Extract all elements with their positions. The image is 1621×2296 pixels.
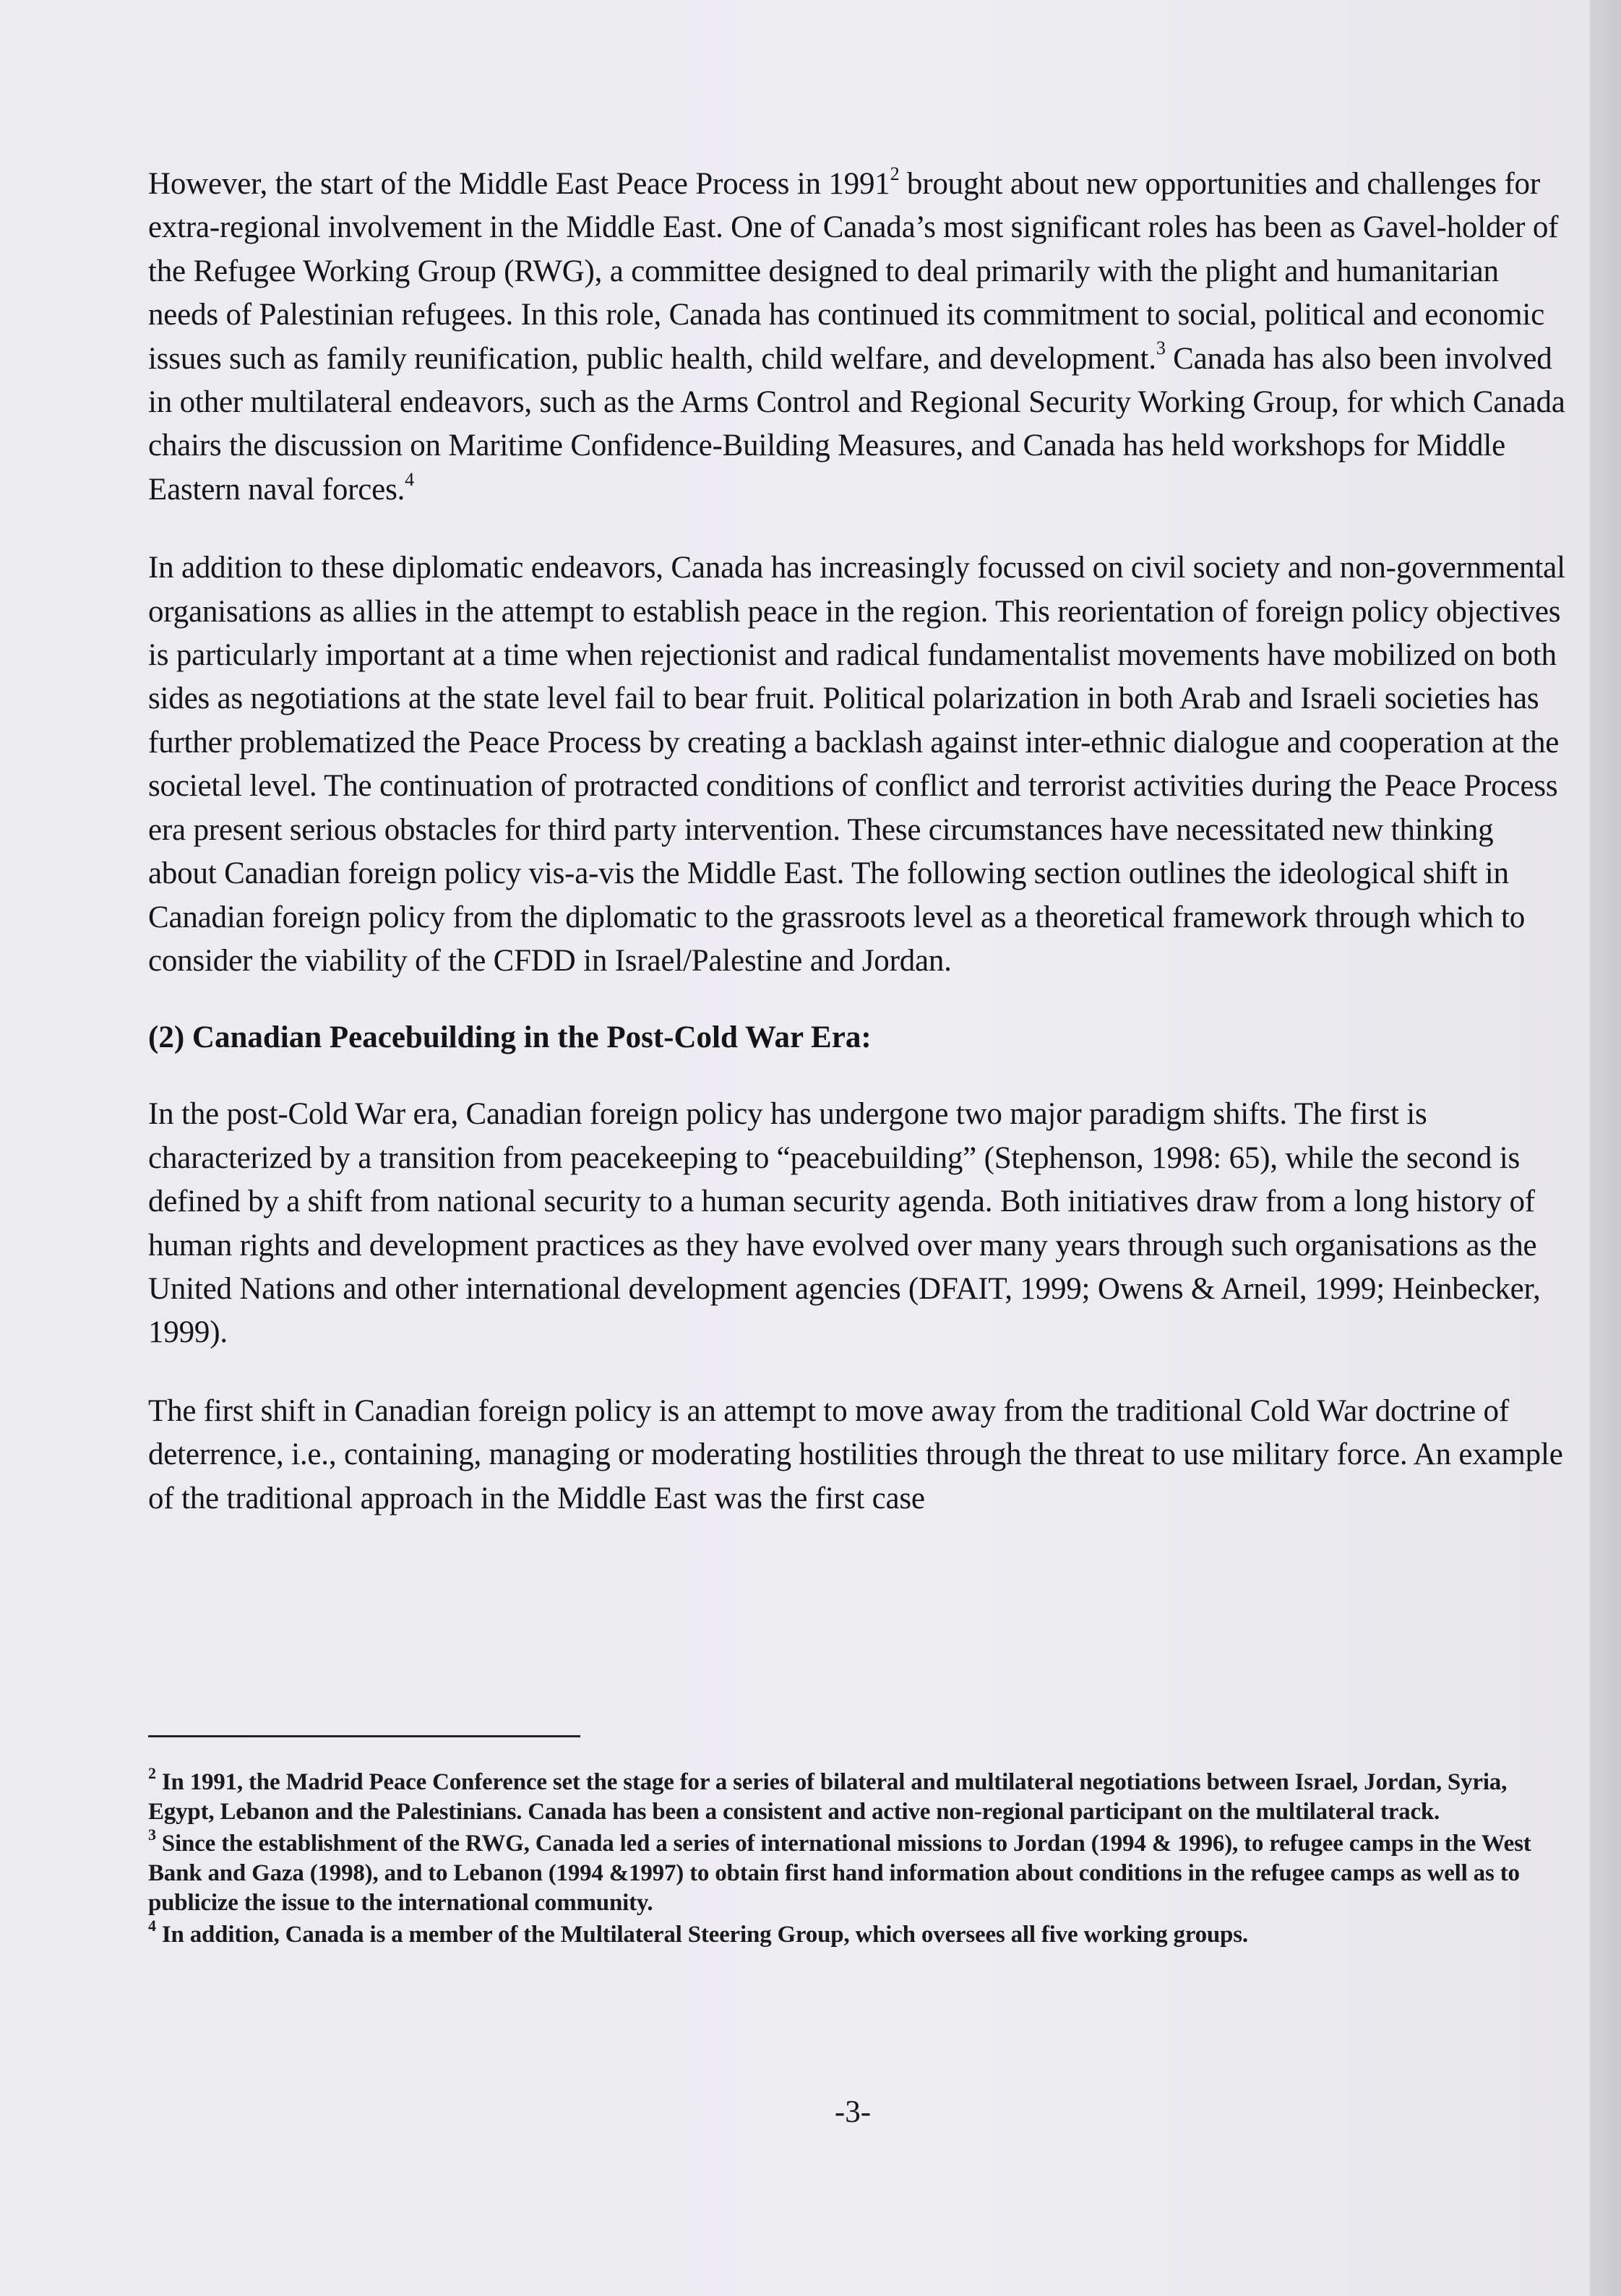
body-text (148, 163, 1568, 1521)
paragraph-4: The first shift in Canadian foreign policy is an attempt to move away from the traditional Cold War doctrine of deterrence, i.e., containing, managing or moderating hostilities through the threat to use military force. An example of the traditional approach in the Middle East was the first case (148, 1393, 1563, 1515)
footnote-3 (148, 1826, 1568, 1918)
footnote-ref-3: 3 (1156, 337, 1166, 359)
section-heading: (2) Canadian Peacebuilding in the Post-Cold War Era: (148, 1020, 872, 1055)
page-number: -3- (834, 2095, 872, 2129)
page-edge (1590, 0, 1621, 2296)
footnote-text: In 1991, the Madrid Peace Conference set the stage for a series of bilateral and multilateral negotiations between Israel, Jordan, Syria, Egypt, Lebanon and the Palestinians. Canada has been a consistent and active non-regional participant on the multilateral track. (148, 1769, 1508, 1825)
footnote-mark: 4 (148, 1917, 156, 1935)
footnote-text: Since the establishment of the RWG, Canada led a series of international missions to Jordan (1994 & 1996), to refugee camps in the West Bank and Gaza (1998), and to Lebanon (1994 &1997) to obtain first hand information about conditions in the refugee camps as well as to publicize the issue to the international community. (148, 1831, 1531, 1916)
footnote-text: In addition, Canada is a member of the Multilateral Steering Group, which oversees all five working groups. (155, 1922, 1248, 1948)
footnote-separator (148, 1735, 580, 1737)
paragraph-1-lead: However, the start of the Middle East Peace Process in 1991 (148, 167, 890, 201)
footnote-4 (148, 1917, 1568, 1950)
footnote-ref-2: 2 (890, 163, 900, 184)
footnotes (148, 1764, 1568, 1950)
footnote-2 (148, 1764, 1568, 1827)
paragraph-1-mid1: brought about new opportunities and challenges for extra-regional involvement in the Middle East. One of Canada’s most significant roles has been as Gavel-holder of the Refugee Working Group (RWG), a committee designed to deal primarily with the plight and humanitarian needs of Palestinian refugees. In this role, Canada has continued its commitment to social, political and economic issues such as family reunification, public health, child welfare, and development. (148, 167, 1559, 376)
paragraph-1-mid2: Canada has also been involved in other multilateral endeavors, such as the Arms Control and Regional Security Working Group, for which Canada chairs the discussion on Maritime Confidence-Building Measures, and Canada has held workshops for Middle Eastern naval forces. (148, 341, 1565, 507)
footnote-mark: 2 (148, 1764, 156, 1782)
paragraph-3: In the post-Cold War era, Canadian foreign policy has undergone two major paradigm shifts. The first is characterized by a transition from peacekeeping to “peacebuilding” (Stephenson, 1998: 65), while the second is defined by a shift from national security to a human security agenda. Both initiatives draw from a long history of human rights and development practices as they have evolved over many years through such organisations as the United Nations and other international development agencies (DFAIT, 1999; Owens & Arneil, 1999; Heinbecker, 1999). (148, 1097, 1541, 1350)
footnote-ref-4: 4 (405, 468, 414, 490)
paragraph-1 (148, 163, 1568, 512)
paragraph-2: In addition to these diplomatic endeavors, Canada has increasingly focussed on civil society and non-governmental organisations as allies in the attempt to establish peace in the region. This reorientation of foreign policy objectives is particularly important at a time when rejectionist and radical fundamentalist movements have mobilized on both sides as negotiations at the state level fail to bear fruit. Political polarization in both Arab and Israeli societies has further problematized the Peace Process by creating a backlash against inter-ethnic dialogue and cooperation at the societal level. The continuation of protracted conditions of conflict and terrorist activities during the Peace Process era present serious obstacles for third party intervention. These circumstances have necessitated new thinking about Canadian foreign policy vis-a-vis the Middle East. The following section outlines the ideological shift in Canadian foreign policy from the diplomatic to the grassroots level as a theoretical framework through which to consider the viability of the CFDD in Israel/Palestine and Jordan. (148, 551, 1565, 978)
footnote-mark: 3 (148, 1826, 156, 1844)
